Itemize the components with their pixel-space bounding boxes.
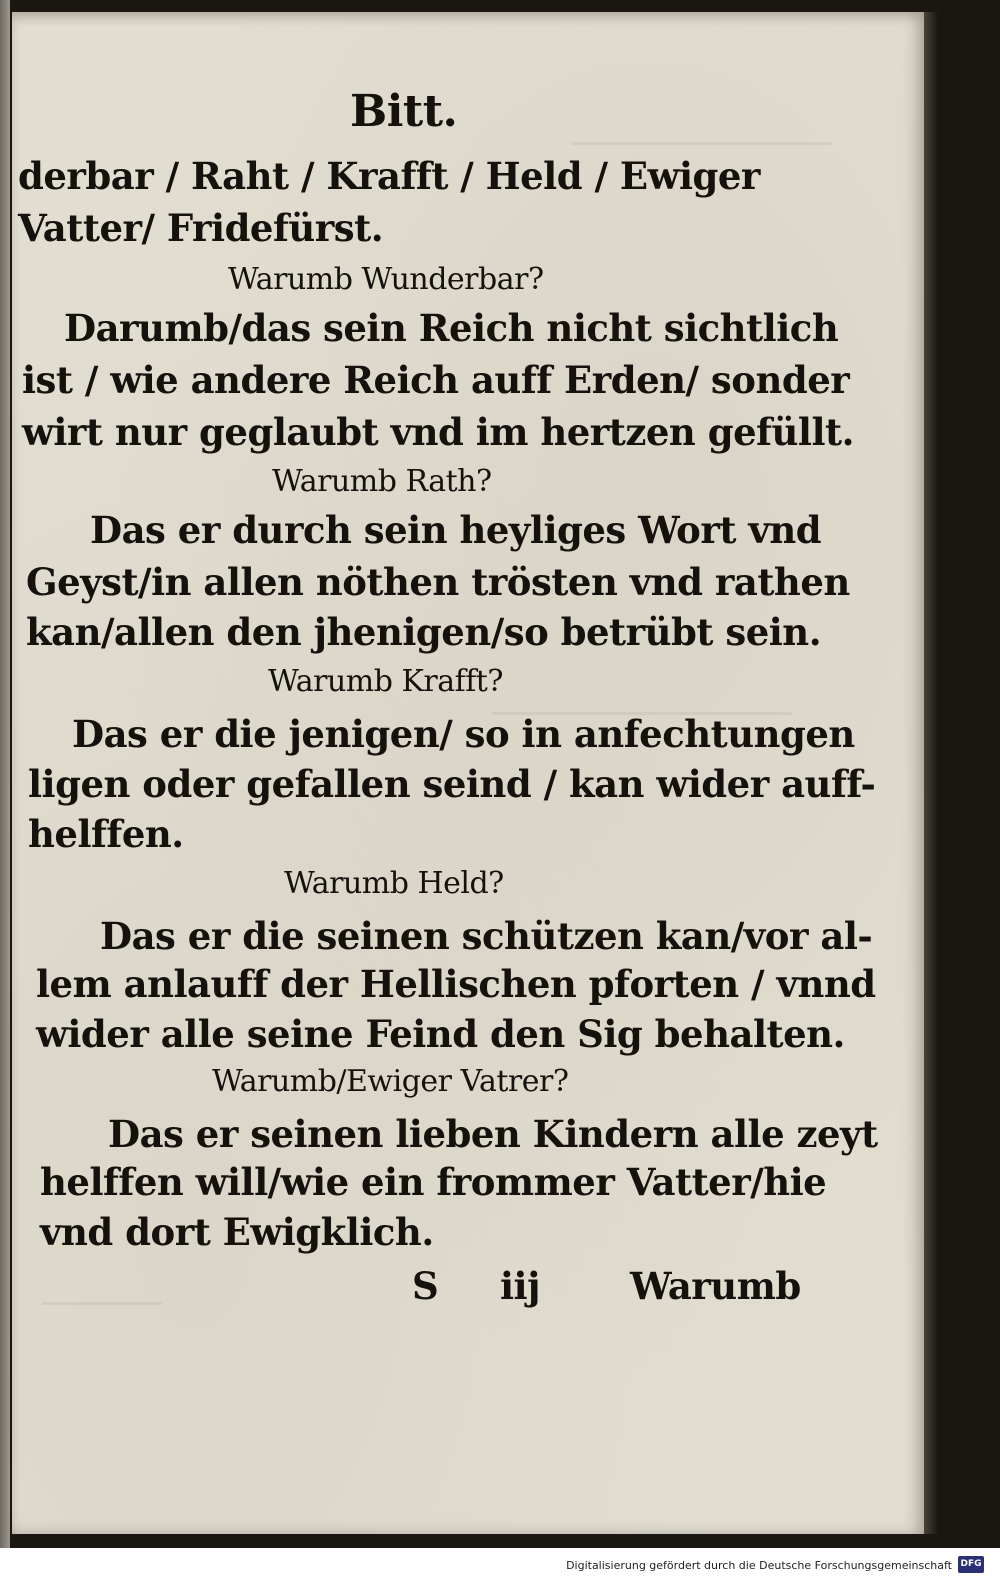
text-line: derbar / Raht / Krafft / Held / Ewiger <box>18 154 760 198</box>
signature-mark: S <box>412 1264 439 1308</box>
text-line: Geyst/in allen nöthen trösten vnd rathen <box>26 560 850 604</box>
text-line: wirt nur geglaubt vnd im hertzen gefüllt. <box>22 410 855 454</box>
text-line: wider alle seine Feind den Sig behalten. <box>36 1012 845 1056</box>
text-line: Das er die jenigen/ so in anfechtungen <box>72 712 855 756</box>
gutter-shadow <box>924 12 938 1534</box>
text-line: Das er seinen lieben Kindern alle zeyt <box>108 1112 878 1156</box>
text-line: Das er die seinen schützen kan/vor al- <box>100 914 873 958</box>
text-line: kan/allen den jhenigen/so betrübt sein. <box>26 610 822 654</box>
running-head: Bitt. <box>350 86 458 137</box>
funding-credit: Digitalisierung gefördert durch die Deutsche Forschungsgemeinschaft <box>566 1559 952 1572</box>
subheading: Warumb Wunderbar? <box>228 262 544 297</box>
text-line: helffen will/wie ein frommer Vatter/hie <box>40 1160 827 1204</box>
text-line: Vatter/ Fridefürst. <box>18 206 384 250</box>
subheading: Warumb Krafft? <box>268 664 503 699</box>
show-through-mark <box>42 1302 162 1305</box>
text-line: ist / wie andere Reich auff Erden/ sonder <box>22 358 850 402</box>
dfg-logo: DFG <box>958 1556 984 1573</box>
text-line: ligen oder gefallen seind / kan wider auff- <box>28 762 876 806</box>
subheading: Warumb Held? <box>284 866 504 901</box>
text-line: lem anlauff der Hellischen pforten / vnnd <box>36 962 876 1006</box>
text-line: vnd dort Ewigklich. <box>40 1210 434 1254</box>
text-line: Das er durch sein heyliges Wort vnd <box>90 508 822 552</box>
text-line: helffen. <box>28 812 184 856</box>
book-edge <box>0 0 10 1548</box>
text-line: Darumb/das sein Reich nicht sichtlich <box>64 306 839 350</box>
show-through-mark <box>572 142 832 145</box>
catchword: Warumb <box>630 1264 801 1308</box>
signature-number: iij <box>500 1264 540 1308</box>
subheading: Warumb Rath? <box>272 464 492 499</box>
subheading: Warumb/Ewiger Vatrer? <box>212 1064 569 1099</box>
footer-bar <box>0 1552 1000 1579</box>
